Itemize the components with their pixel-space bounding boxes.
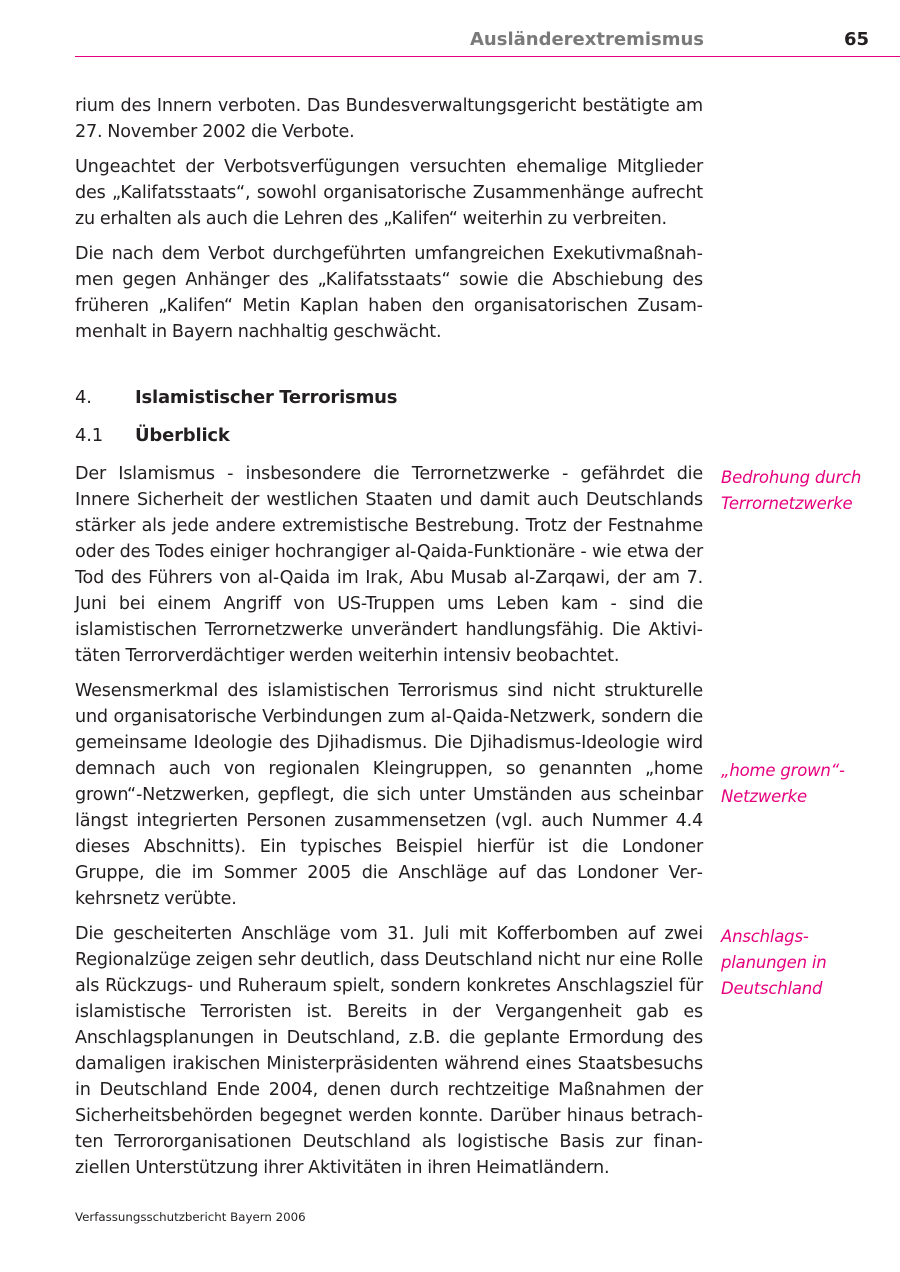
- margin-note-threat: Bedrohung durch Terrornetzwerke: [721, 468, 862, 513]
- paragraph-3: Die nach dem Verbot durchgeführten umfangreichen Exekutivmaßnahmen gegen Anhänger des „Kalifatsstaats“ sowie die Abschiebung des früheren „Kalifen“ Metin Kaplan haben den organisatorischen Zusammenhalt in Bayern nachhaltig geschwächt.: [75, 244, 703, 342]
- page-footer: Verfassungsschutzbericht Bayern 2006: [75, 1210, 306, 1224]
- main-text-column: [75, 93, 703, 1181]
- page-number: 65: [844, 29, 870, 50]
- section-heading-4-1: [75, 423, 703, 449]
- section-title: Islamistischer Terrorismus: [135, 387, 398, 408]
- margin-note-attack-planning: Anschlags- planungen in Deutschland: [721, 927, 827, 998]
- subsection-title: Überblick: [135, 425, 230, 446]
- paragraph-6: Die gescheiterten Anschläge vom 31. Juli mit Kofferbomben auf zwei Regionalzüge zeigen sehr deutlich, dass Deutschland nicht nur eine Rolle als Rückzugs- und Ruheraum spielt, sondern konkretes Anschlagsziel für islamistische Terroristen ist. Bereits in der Vergangenheit gab es Anschlagsplanungen in Deutschland, z.B. die geplante Ermordung des damaligen irakischen Ministerpräsidenten während eines Staatsbesuchs in Deutschland Ende 2004, denen durch rechtzeitige Maßnahmen der Sicherheitsbehörden begegnet werden konnte. Darüber hinaus betrachten Terrororganisationen Deutschland als logistische Basis zur finanziellen Unterstützung ihrer Aktivitäten in ihren Heimatländern.: [75, 924, 703, 1178]
- paragraph-5: Wesensmerkmal des islamistischen Terrorismus sind nicht strukturelle und organisatorische Verbindungen zum al-Qaida-Netzwerk, sondern die gemeinsame Ideologie des Djihadismus. Die Djihadismus-Ideologie wird demnach auch von regionalen Kleingruppen, so genannten „home grown“-Netzwerken, gepflegt, die sich unter Umständen aus scheinbar längst integrierten Personen zusammensetzen (vgl. auch Nummer 4.4 dieses Abschnitts). Ein typisches Beispiel hierfür ist die Londoner Gruppe, die im Sommer 2005 die Anschläge auf das Londoner Verkehrsnetz verübte.: [75, 681, 703, 909]
- subsection-number: 4.1: [75, 425, 104, 446]
- header-divider: [75, 56, 900, 57]
- margin-note-home-grown: „home grown“- Netzwerke: [721, 761, 845, 806]
- paragraph-4: Der Islamismus - insbesondere die Terrornetzwerke - gefährdet die Innere Sicherheit der westlichen Staaten und damit auch Deutschlands stärker als jede andere extremistische Bestrebung. Trotz der Festnahme oder des Todes einiger hochrangiger al-Qaida-Funktionäre - wie etwa der Tod des Führers von al-Qaida im Irak, Abu Musab al-Zarqawi, der am 7. Juni bei einem Angriff von US-Truppen ums Leben kam - sind die islamistischen Terrornetzwerke unverändert handlungsfähig. Die Aktivitäten Terrorverdächtiger werden weiterhin intensiv beobachtet.: [75, 464, 703, 666]
- paragraph-1: rium des Innern verboten. Das Bundesverwaltungsgericht bestätigte am 27. November 2002 die Verbote.: [75, 96, 703, 142]
- running-header-title: Ausländerextremismus: [470, 29, 704, 50]
- section-heading-4: [75, 385, 703, 411]
- paragraph-2: Ungeachtet der Verbotsverfügungen versuchten ehemalige Mitglieder des „Kalifatsstaats“, sowohl organisatorische Zusammenhänge aufrecht zu erhalten als auch die Lehren des „Kalifen“ weiterhin zu verbreiten.: [75, 157, 703, 229]
- section-number: 4.: [75, 387, 92, 408]
